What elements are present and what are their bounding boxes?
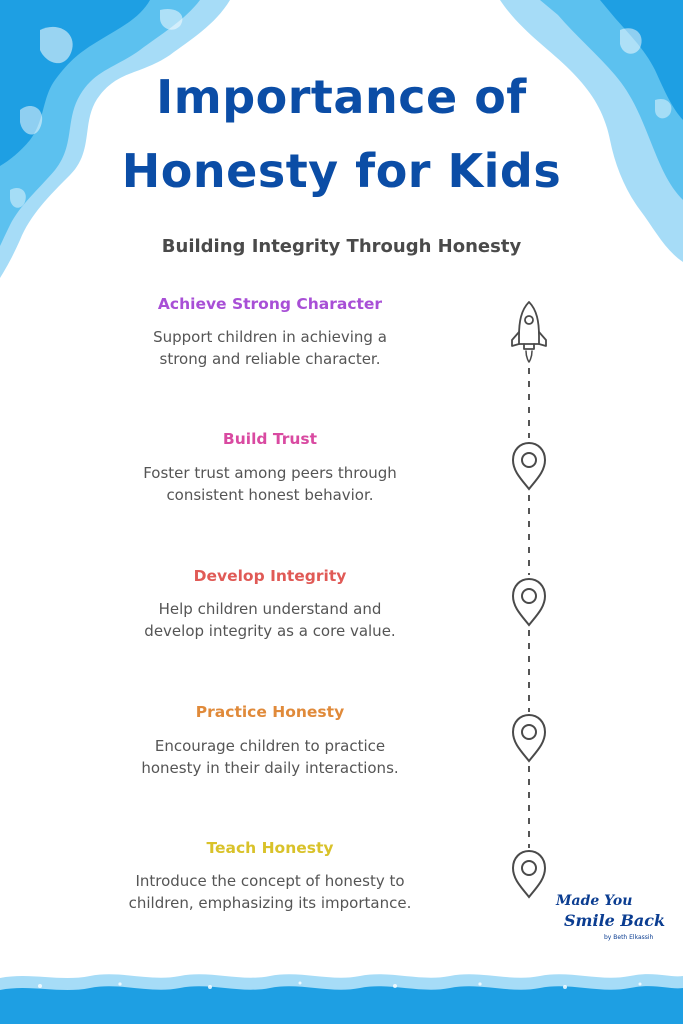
brand-logo xyxy=(548,893,668,953)
step-description-line-1: Support children in achieving a xyxy=(153,328,387,346)
step-title-practice-honesty: Practice Honesty xyxy=(195,703,345,721)
page-title-line-1: Importance of xyxy=(156,70,527,124)
step-description-line-2: strong and reliable character. xyxy=(159,350,381,368)
step-title-achieve-strong-character: Achieve Strong Character xyxy=(157,295,383,313)
step-description-line-2: honesty in their daily interactions. xyxy=(141,759,399,777)
step-description-line-2: consistent honest behavior. xyxy=(166,486,374,504)
step-description-line-1: Encourage children to practice xyxy=(154,737,386,755)
logo-text-line-2: Smile Back xyxy=(564,911,666,930)
logo-text-line-1: Made You xyxy=(556,893,633,909)
logo-byline: by Beth Elkassih xyxy=(604,934,654,941)
step-description-line-2: develop integrity as a core value. xyxy=(144,622,396,640)
step-title-develop-integrity: Develop Integrity xyxy=(193,567,347,585)
step-title-build-trust: Build Trust xyxy=(222,430,318,448)
step-title-teach-honesty: Teach Honesty xyxy=(206,839,334,857)
step-description-line-2: children, emphasizing its importance. xyxy=(128,894,412,912)
step-description-line-1: Foster trust among peers through xyxy=(143,464,397,482)
page-title-line-2: Honesty for Kids xyxy=(121,144,562,198)
step-description-line-1: Introduce the concept of honesty to xyxy=(135,872,405,890)
step-description-line-1: Help children understand and xyxy=(158,600,382,618)
page-subtitle: Building Integrity Through Honesty xyxy=(161,236,522,257)
